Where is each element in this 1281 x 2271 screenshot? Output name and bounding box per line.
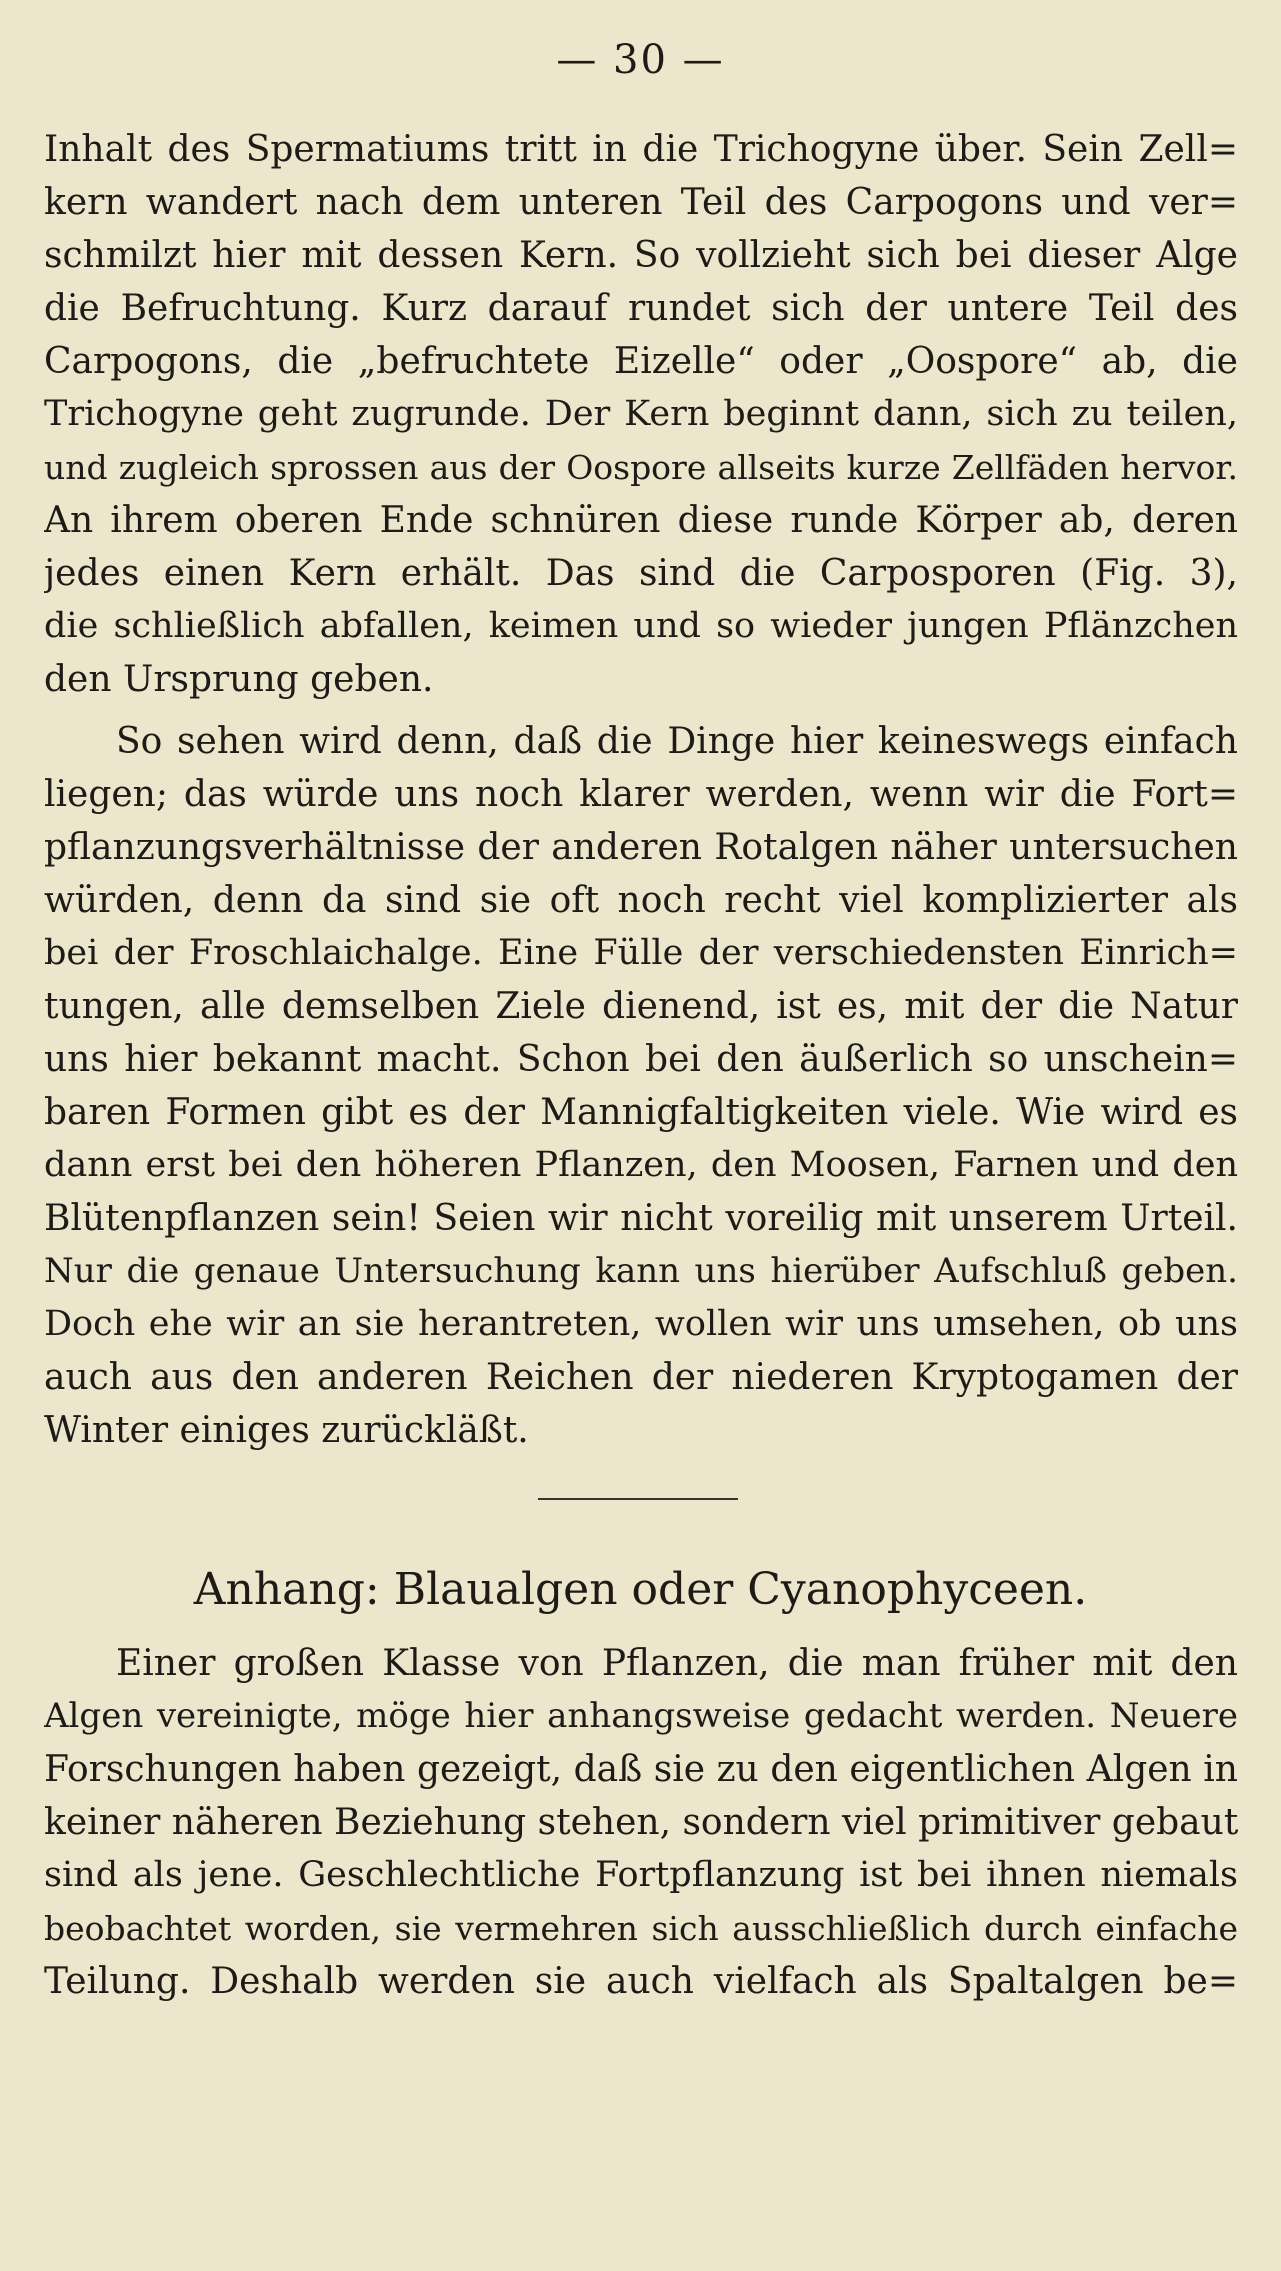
paragraph-blue-algae	[44, 1637, 1238, 2008]
section-divider	[538, 1498, 738, 1500]
text-line: beobachtet worden, sie vermehren sich ausschließlich durch einfache	[44, 1909, 1238, 1948]
text-line: schmilzt hier mit dessen Kern. So vollzieht sich bei dieser Alge	[44, 235, 1238, 276]
page-number: — 30 —	[556, 37, 725, 83]
text-line: den Ursprung geben.	[44, 659, 434, 700]
text-line: keiner näheren Beziehung stehen, sondern viel primitiver gebaut	[44, 1802, 1238, 1843]
text-line: baren Formen gibt es der Mannigfaltigkeiten viele. Wie wird es	[44, 1092, 1238, 1133]
text-line: An ihrem oberen Ende schnüren diese runde Körper ab, deren	[44, 500, 1238, 541]
text-line: Carpogons, die „befruchtete Eizelle“ oder „Oospore“ ab, die	[44, 341, 1238, 382]
text-line: Algen vereinigte, möge hier anhangsweise gedacht werden. Neuere	[44, 1696, 1238, 1736]
text-line: würden, denn da sind sie oft noch recht viel komplizierter als	[44, 880, 1238, 921]
text-line: uns hier bekannt macht. Schon bei den äußerlich so unschein=	[44, 1039, 1238, 1080]
text-line: liegen; das würde uns noch klarer werden, wenn wir die Fort=	[44, 774, 1238, 815]
text-line: Forschungen haben gezeigt, daß sie zu den eigentlichen Algen in	[44, 1749, 1238, 1790]
text-line: tungen, alle demselben Ziele dienend, ist es, mit der die Natur	[44, 986, 1238, 1027]
text-line: kern wandert nach dem unteren Teil des Carpogons und ver=	[44, 182, 1238, 223]
text-line: bei der Froschlaichalge. Eine Fülle der verschiedensten Einrich=	[44, 933, 1238, 973]
text-line: Trichogyne geht zugrunde. Der Kern beginnt dann, sich zu teilen,	[44, 394, 1238, 434]
text-line: die schließlich abfallen, keimen und so wieder jungen Pflänzchen	[44, 606, 1238, 646]
text-line: Teilung. Deshalb werden sie auch vielfach als Spaltalgen be=	[44, 1961, 1238, 2002]
text-line: Inhalt des Spermatiums tritt in die Trichogyne über. Sein Zell=	[44, 129, 1238, 170]
text-line: dann erst bei den höheren Pflanzen, den Moosen, Farnen und den	[44, 1145, 1238, 1185]
text-line: pflanzungsverhältnisse der anderen Rotalgen näher untersuchen	[44, 827, 1238, 868]
paragraph-carpospores	[44, 123, 1238, 706]
text-line: Nur die genaue Untersuchung kann uns hierüber Aufschluß geben.	[44, 1251, 1238, 1291]
text-line: Einer großen Klasse von Pflanzen, die man früher mit den	[116, 1643, 1238, 1684]
text-line: Doch ehe wir an sie herantreten, wollen wir uns umsehen, ob uns	[44, 1304, 1238, 1344]
text-line: auch aus den anderen Reichen der niederen Kryptogamen der	[44, 1357, 1238, 1398]
text-line: und zugleich sprossen aus der Oospore allseits kurze Zellfäden hervor.	[44, 448, 1238, 487]
text-line: Blütenpflanzen sein! Seien wir nicht voreilig mit unserem Urteil.	[44, 1198, 1238, 1239]
text-line: So sehen wird denn, daß die Dinge hier keineswegs einfach	[116, 721, 1238, 762]
text-line: die Befruchtung. Kurz darauf rundet sich der untere Teil des	[44, 288, 1238, 329]
paragraph-reproduction	[44, 715, 1238, 1457]
section-heading: Anhang: Blaualgen oder Cyanophyceen.	[193, 1564, 1088, 1615]
text-line: jedes einen Kern erhält. Das sind die Carposporen (Fig. 3),	[44, 553, 1238, 594]
text-line: Winter einiges zurückläßt.	[44, 1410, 529, 1451]
text-line: sind als jene. Geschlechtliche Fortpflanzung ist bei ihnen niemals	[44, 1855, 1238, 1895]
